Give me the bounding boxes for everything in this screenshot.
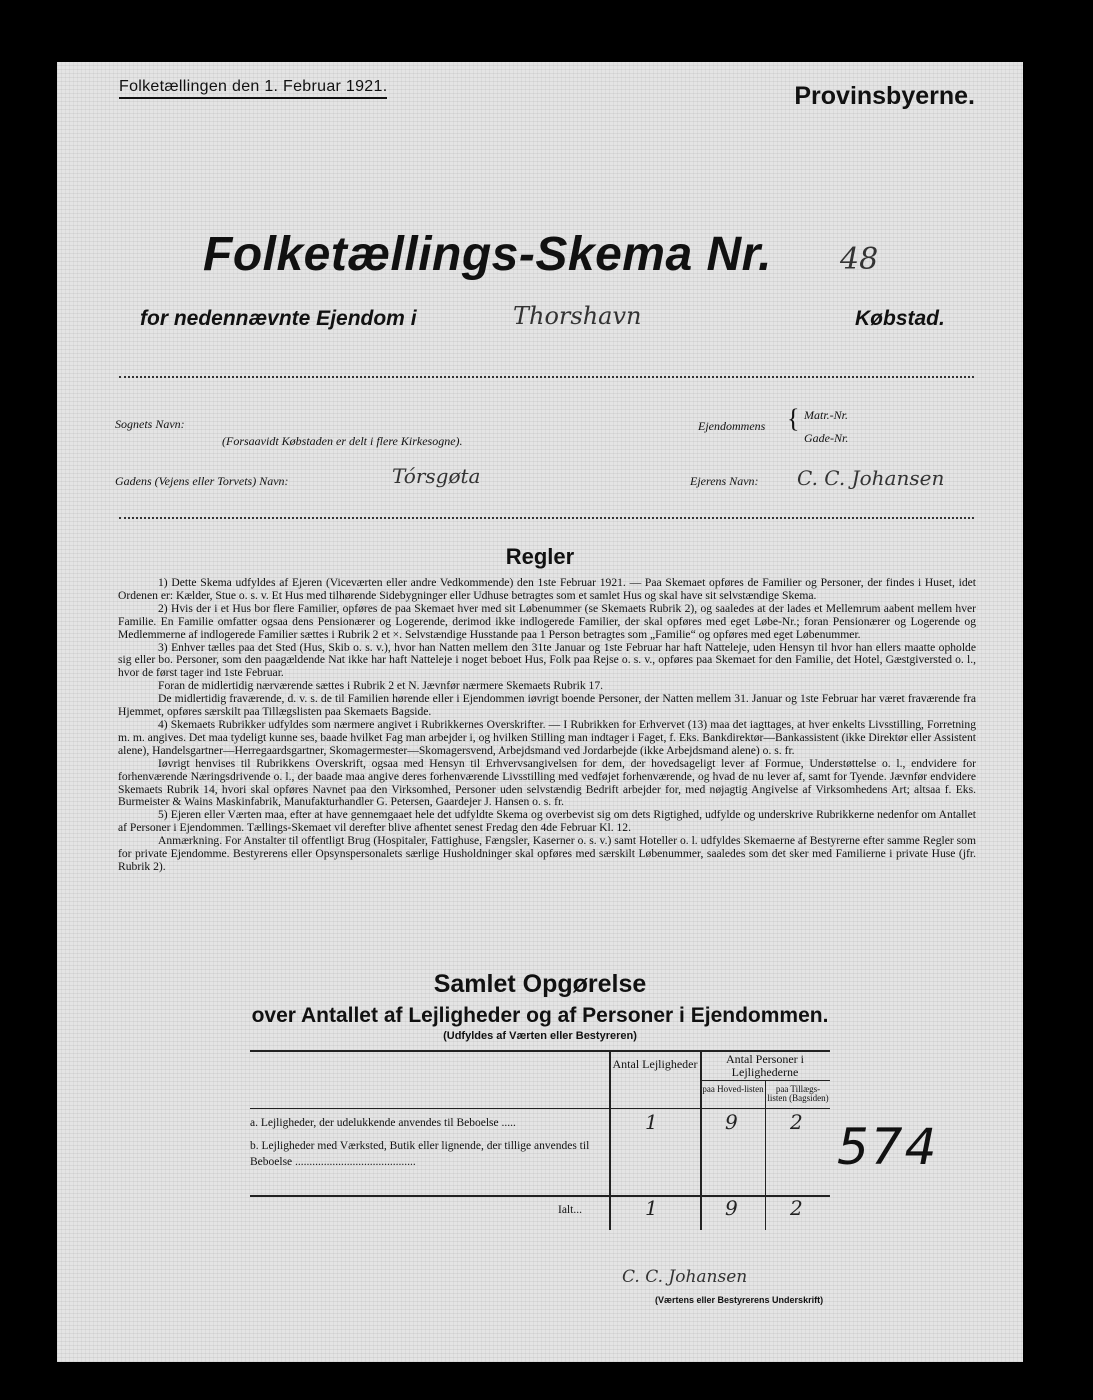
form-number: 48 — [840, 242, 879, 277]
regel-2: 2) Hvis der i et Hus bor flere Familier, opføres de paa Skemaet hver med sit Løbenummer (se Skemaets Rubrik 2), og saaledes at der lades et Mellemrum aabent mellem hver Familie. En Familie omfatter ogsaa dens Pensionærer og Logerende, derimod ikke indlogerede Familier, der skal opføres med eget Løbe-Nr.; foran Pensionærer og Logerende og Medlemmerne af indlogerede Familier sættes i Rubrik 2 et ×. Selvstændige Husstande paa 1 Person betragtes som „Familie“ og opføres med eget Løbenummer. — [118, 601, 976, 641]
census-form-sheet — [57, 62, 1023, 1362]
total-tillaeg: 2 — [790, 1196, 803, 1220]
matr-label: Matr.-Nr. — [804, 408, 849, 422]
town-name: Thorshavn — [513, 302, 642, 330]
property-prefix: for nedennævnte Ejendom i — [140, 307, 417, 330]
brace: { — [787, 404, 800, 433]
gade-nr-label: Gade-Nr. — [804, 431, 849, 445]
regel-3b: Foran de midlertidig nærværende sættes i Rubrik 2 et N. Jævnfør nærmere Skemaets Rubrik 17. — [158, 679, 604, 693]
regel-5: 5) Ejeren eller Værten maa, efter at have gennemgaaet hele det udfyldte Skema og overbevist sig om dets Rigtighed, udfylde og underskrive Rubrikkerne nedenfor om Antallet af Personer i Ejendommen. Tællings-Skemaet vil derefter blive afhentet senest Fredag den 4de Februar Kl. 12. — [118, 808, 976, 835]
sogn-label: Sognets Navn: — [115, 417, 185, 431]
row-a-lejl: 1 — [645, 1110, 658, 1134]
property-suffix: Købstad. — [855, 307, 945, 330]
regel-3: 3) Enhver tælles paa det Sted (Hus, Skib o. s. v.), hvor han Natten mellem den 31te Januar og 1ste Februar har haft Natteleje, uden Hensyn til hvor han ellers maatte opholde sig eller bo. Personer, som den paagældende Nat ikke har haft Natteleje i noget beboet Hus, Folk paa Rejse o. s. v., opføres paa Skemaet for den Familie, det Hotel, Gæstgiversted o. l., hvor de først tager ind 1ste Februar. — [118, 640, 976, 680]
table-vline-1 — [609, 1050, 611, 1230]
summary-table — [250, 1050, 830, 1230]
ejer-label: Ejerens Navn: — [690, 474, 759, 488]
margin-annotation: 574 — [837, 1118, 939, 1176]
region-header: Provinsbyerne. — [794, 82, 975, 110]
summary-title: Samlet Opgørelse — [433, 970, 647, 998]
row-b-label: b. Lejligheder med Værksted, Butik eller lignende, der tillige anvendes til Beboelse .......................................... — [250, 1140, 590, 1168]
col-header-lejligheder: Antal Lejligheder — [612, 1057, 698, 1071]
row-a-tillaeg: 2 — [790, 1110, 803, 1134]
total-lejl: 1 — [645, 1196, 658, 1220]
regel-3c: De midlertidig fraværende, d. v. s. de til Familien hørende eller i Ejendommen iøvrigt boende Personer, der Natten mellem 31. Januar og 1ste Februar har været fraværende fra Hjemmet, opføres særskilt paa Tillægslisten paa Skemaets Bagside. — [118, 692, 976, 719]
signature: C. C. Johansen — [622, 1267, 748, 1287]
anmaerkning: Anmærkning. For Anstalter til offentligt Brug (Hospitaler, Fattighuse, Fængsler, Kaserner o. s. v.) samt Hoteller o. l. udfyldes Skemaerne af Bestyrerne efter samme Regler som for private Ejendomme. Bestyrerens eller Opsynspersonalets særlige Husholdninger skal opføres med særskilt Løbenummer, saaledes som det sker med Familierne i private Huse (jfr. Rubrik 2). — [118, 834, 976, 873]
sogn-note: (Forsaavidt Købstaden er delt i flere Kirkesogne). — [222, 434, 463, 448]
summary-subtitle: over Antallet af Lejligheder og af Personer i Ejendommen. — [251, 1004, 829, 1027]
total-hoved: 9 — [725, 1196, 738, 1220]
regel-4: 4) Skemaets Rubrikker udfyldes som nærmere angivet i Rubrikkernes Overskrifter. — I Rubrikken for Erhvervet (13) maa det iagttages, at hver enkelts Livsstilling, Forretning m. m. angives. Det maa tydeligt kunne ses, baade hvilket Fag man arbejder i, og hvilken Stilling man indtager i Faget, f. Eks. Bankdirektør—Bankassistent (ikke Direktør eller Assistent alene), Handelsgartner—Herregaardsgartner, Skomagermester—Skomagersvend, Arbejdsmand ved Jordarbejde (ikke Arbejdsmand alene) o. s. fr. — [118, 717, 976, 757]
col-header-tillaeg: paa Tillægs-listen (Bagsiden) — [767, 1084, 829, 1103]
table-head-line — [250, 1108, 830, 1109]
divider-top — [119, 376, 974, 378]
regel-4b: Iøvrigt henvises til Rubrikkens Overskrift, ogsaa med Hensyn til Erhvervsangivelsen for dem, der hovedsageligt lever af Formue, Understøttelse o. l., endvidere for forhenværende Næringsdrivende o. l., der baade maa angive deres forhenværende Livsstilling med vedføjet forhenværende, og hvad de nu lever af, samt for Tyende. Jævnfør endvidere Skemaets Rubrik 14, hvori skal opføres Navnet paa den Virksomhed, Personer uden selvstændig Bedrift arbejder for, med nøjagtig Angivelse af Virksomhedens Art; altsaa f. Eks. Burmeister & Wains Maskinfabrik, Manufakturhandler G. Petersen, Gaardejer J. Hansen o. s. fr. — [118, 756, 976, 809]
divider-bottom — [119, 517, 974, 519]
row-a-hoved: 9 — [725, 1110, 738, 1134]
row-a-label: a. Lejligheder, der udelukkende anvendes til Beboelse ..... — [250, 1117, 516, 1129]
col-header-hovedlisten: paa Hoved-listen — [702, 1084, 764, 1094]
form-title: Folketællings-Skema Nr. — [203, 228, 773, 281]
gade-value: Tórsgøta — [392, 464, 481, 488]
ejendom-label: Ejendommens — [698, 419, 766, 433]
regel-1: 1) Dette Skema udfyldes af Ejeren (Viceværten eller andre Vedkommende) den 1ste Februar 1921. — Paa Skemaet opføres de Familier og Personer, der findes i Huset, idet Ordenen er: Kælder, Stue o. s. v. Et Hus med tilhørende Sidebygninger eller Udhuse betragtes som et samlet Hus og skal have sit selvstændige Skema. — [118, 576, 976, 602]
ejer-value: C. C. Johansen — [797, 466, 945, 490]
table-total-line — [250, 1195, 830, 1197]
census-date-header: Folketællingen den 1. Februar 1921. — [119, 78, 387, 99]
gade-label: Gadens (Vejens eller Torvets) Navn: — [115, 474, 289, 488]
regler-body — [118, 577, 976, 874]
total-label: Ialt... — [558, 1204, 582, 1216]
regler-title: Regler — [505, 544, 575, 569]
table-vline-3 — [765, 1080, 766, 1230]
table-subhead-line — [701, 1080, 830, 1081]
col-header-personer: Antal Personer i Lejlighederne — [726, 1052, 804, 1079]
signature-caption: (Værtens eller Bestyrerens Underskrift) — [655, 1295, 824, 1305]
summary-note: (Udfyldes af Værten eller Bestyreren) — [443, 1030, 637, 1042]
